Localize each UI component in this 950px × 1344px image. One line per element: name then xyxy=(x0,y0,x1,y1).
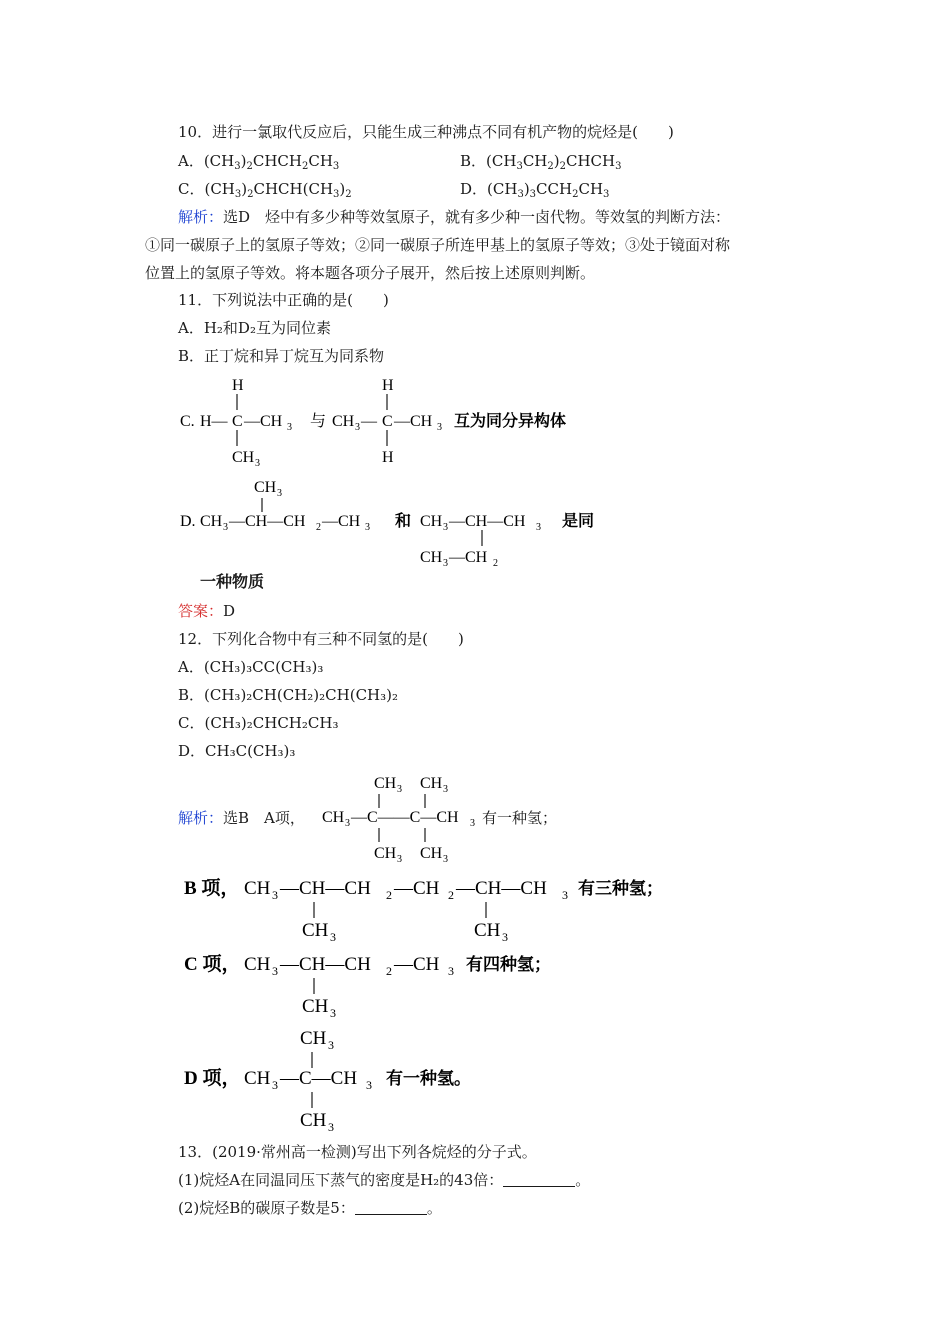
answer-blank-1[interactable] xyxy=(503,1172,575,1187)
q12-option-a: A．(CH₃)₃CC(CH₃)₃ xyxy=(178,658,324,676)
option-d-label: D. xyxy=(180,513,196,530)
q12-option-b: B．(CH₃)₂CH(CH₂)₂CH(CH₃)₂ xyxy=(178,686,399,704)
svg-text:CH: CH xyxy=(302,920,329,941)
svg-text:—C——C—CH: —C——C—CH xyxy=(351,809,459,826)
svg-text:3: 3 xyxy=(437,422,442,433)
q12-stem: 12．下列化合物中有三种不同氢的是( ) xyxy=(178,630,464,648)
q12-structure-d xyxy=(180,1020,640,1135)
option-d-and: 和 xyxy=(395,513,412,530)
svg-text:CH: CH xyxy=(300,1028,327,1049)
q10-option-d: D．$(CH_3)_3CCH_2CH_3$ xyxy=(460,180,610,200)
analysis-d-prefix: D 项， xyxy=(184,1068,241,1089)
svg-text:—CH: —CH xyxy=(394,954,440,975)
option-c-label: C. xyxy=(180,413,195,430)
svg-text:CH: CH xyxy=(200,513,223,530)
svg-text:2: 2 xyxy=(386,964,392,978)
svg-text:CH: CH xyxy=(420,513,443,530)
q12-option-d: D．CH₃C(CH₃)₃ xyxy=(178,742,296,760)
q10-analysis-line1: 解析：选D 烃中有多少种等效氢原子，就有多少种一卤代物。等效氢的判断方法： xyxy=(178,208,731,226)
svg-text:CH: CH xyxy=(374,775,397,792)
q11-option-d-tail2: 一种物质 xyxy=(200,572,265,591)
svg-text:CH: CH xyxy=(420,775,443,792)
svg-text:—CH: —CH xyxy=(394,878,440,899)
svg-text:3: 3 xyxy=(443,854,448,865)
analysis-d-suffix: 有一种氢。 xyxy=(386,1069,471,1088)
q13-item1: (1)烷烃A在同温同压下蒸气的密度是H₂的43倍： 。 xyxy=(178,1171,591,1189)
svg-text:—CH—CH: —CH—CH xyxy=(280,954,371,975)
option-c-and: 与 xyxy=(310,413,327,430)
q12-analysis-a: 解析：选B A项， xyxy=(178,809,305,827)
q11-option-a: A．H₂和D₂互为同位素 xyxy=(178,319,331,337)
q12-analysis-a-suffix: 有一种氢； xyxy=(482,809,558,827)
analysis-c-suffix: 有四种氢； xyxy=(466,955,551,974)
svg-text:H: H xyxy=(382,377,394,394)
q10-option-b: B．$(CH_3CH_2)_2CHCH_3$ xyxy=(460,152,622,172)
q10-analysis-line2: ①同一碳原子上的氢原子等效；②同一碳原子所连甲基上的氢原子等效；③处于镜面对称 xyxy=(145,236,731,254)
analysis-b-suffix: 有三种氢； xyxy=(578,879,663,898)
svg-text:—CH: —CH xyxy=(394,413,433,430)
q12-structure-c xyxy=(180,946,640,1021)
svg-text:3: 3 xyxy=(470,818,475,829)
svg-text:CH: CH xyxy=(244,878,271,899)
svg-text:3: 3 xyxy=(223,522,228,533)
svg-text:—: — xyxy=(361,413,377,430)
answer-label: 答案： xyxy=(178,602,224,620)
analysis-b-prefix: B 项， xyxy=(184,878,240,899)
svg-text:3: 3 xyxy=(443,558,448,569)
svg-text:—CH: —CH xyxy=(322,513,361,530)
q12-option-c: C．(CH₃)₂CHCH₂CH₃ xyxy=(178,714,339,732)
q11-option-c-structures xyxy=(170,370,610,470)
svg-text:3: 3 xyxy=(448,964,454,978)
svg-text:CH: CH xyxy=(232,449,255,466)
option-c-tail: 互为同分异构体 xyxy=(454,413,567,430)
svg-text:CH: CH xyxy=(300,1110,327,1131)
svg-text:3: 3 xyxy=(443,522,448,533)
svg-text:3: 3 xyxy=(255,458,260,469)
svg-text:2: 2 xyxy=(316,522,321,533)
svg-text:—CH: —CH xyxy=(244,413,283,430)
svg-text:3: 3 xyxy=(272,888,278,902)
q10-stem: 10．进行一氯取代反应后，只能生成三种沸点不同有机产物的烷烃是( ) xyxy=(178,123,674,141)
svg-text:3: 3 xyxy=(287,422,292,433)
svg-text:3: 3 xyxy=(366,1078,372,1092)
q10-option-c: C．$(CH_3)_2CHCH(CH_3)_2$ xyxy=(178,180,352,200)
analysis-label: 解析： xyxy=(178,208,224,226)
svg-text:—CH: —CH xyxy=(449,549,488,566)
svg-text:3: 3 xyxy=(330,930,336,944)
svg-text:3: 3 xyxy=(272,964,278,978)
svg-text:CH: CH xyxy=(332,413,355,430)
svg-text:3: 3 xyxy=(365,522,370,533)
svg-text:3: 3 xyxy=(502,930,508,944)
q11-stem: 11．下列说法中正确的是( ) xyxy=(178,291,389,309)
svg-text:3: 3 xyxy=(397,784,402,795)
svg-text:3: 3 xyxy=(277,488,282,499)
q10-analysis-line3: 位置上的氢原子等效。将本题各项分子展开，然后按上述原则判断。 xyxy=(145,264,596,282)
svg-text:CH: CH xyxy=(244,1068,271,1089)
svg-text:C: C xyxy=(382,413,393,430)
svg-text:C: C xyxy=(232,413,243,430)
svg-text:2: 2 xyxy=(493,558,498,569)
svg-text:3: 3 xyxy=(443,784,448,795)
svg-text:CH: CH xyxy=(302,996,329,1017)
svg-text:3: 3 xyxy=(328,1038,334,1052)
option-d-tail: 是同 xyxy=(562,513,595,530)
svg-text:3: 3 xyxy=(562,888,568,902)
svg-text:CH: CH xyxy=(322,809,345,826)
svg-text:CH: CH xyxy=(420,845,443,862)
svg-text:CH: CH xyxy=(254,479,277,496)
svg-text:—C—CH: —C—CH xyxy=(280,1068,358,1089)
q11-option-b: B．正丁烷和异丁烷互为同系物 xyxy=(178,347,385,365)
svg-text:CH: CH xyxy=(244,954,271,975)
answer-blank-2[interactable] xyxy=(355,1200,427,1215)
analysis-label: 解析： xyxy=(178,809,224,827)
svg-text:H: H xyxy=(232,377,244,394)
svg-text:2: 2 xyxy=(448,888,454,902)
svg-text:—CH—CH: —CH—CH xyxy=(229,513,306,530)
svg-text:CH: CH xyxy=(420,549,443,566)
svg-text:H: H xyxy=(382,449,394,466)
svg-text:3: 3 xyxy=(345,818,350,829)
q12-structure-a xyxy=(318,768,488,868)
svg-text:CH: CH xyxy=(474,920,501,941)
svg-text:—CH—CH: —CH—CH xyxy=(280,878,371,899)
svg-text:3: 3 xyxy=(397,854,402,865)
q11-option-d-structures xyxy=(170,470,630,570)
answer-value: D xyxy=(223,602,236,620)
svg-text:2: 2 xyxy=(386,888,392,902)
q13-stem: 13．(2019·常州高一检测)写出下列各烷烃的分子式。 xyxy=(178,1143,537,1161)
q12-structure-b xyxy=(180,870,700,945)
svg-text:CH: CH xyxy=(374,845,397,862)
svg-text:—CH—CH: —CH—CH xyxy=(456,878,547,899)
svg-text:—CH—CH: —CH—CH xyxy=(449,513,526,530)
svg-text:3: 3 xyxy=(328,1120,334,1134)
svg-text:3: 3 xyxy=(536,522,541,533)
svg-text:3: 3 xyxy=(272,1078,278,1092)
svg-text:H—: H— xyxy=(200,413,228,430)
analysis-c-prefix: C 项， xyxy=(184,954,241,975)
q10-option-a: A．$(CH_3)_2CHCH_2CH_3$ xyxy=(178,152,340,172)
svg-text:3: 3 xyxy=(355,422,360,433)
q13-item2: (2)烷烃B的碳原子数是5： 。 xyxy=(178,1199,442,1217)
svg-text:3: 3 xyxy=(330,1006,336,1020)
q11-answer xyxy=(178,601,235,621)
